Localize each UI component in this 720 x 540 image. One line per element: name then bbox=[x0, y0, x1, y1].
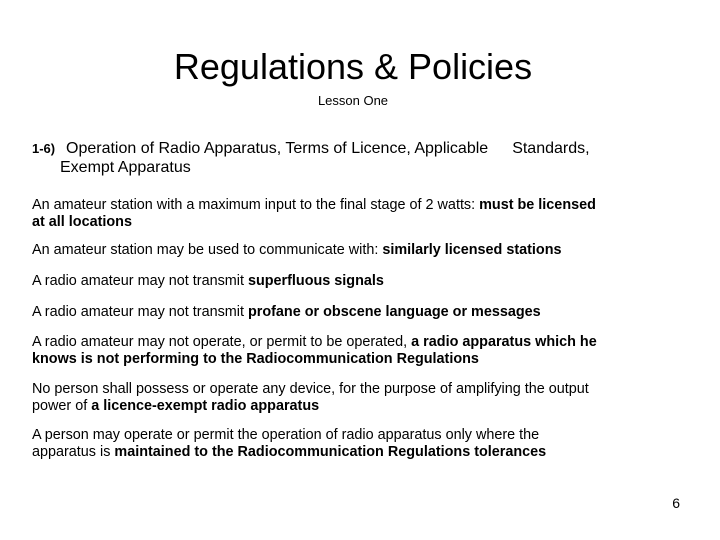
slide-title: Regulations & Policies bbox=[173, 46, 533, 87]
regulation-item-3 bbox=[32, 273, 672, 290]
regulation-item-7 bbox=[32, 427, 672, 460]
regulation-key-point: similarly licensed stations bbox=[382, 242, 562, 258]
regulation-item-line2 bbox=[32, 398, 672, 415]
section-heading-line1 bbox=[32, 139, 672, 158]
regulation-item-line2 bbox=[32, 351, 672, 368]
regulation-key-point: knows is not performing to the Radiocommunication Regulations bbox=[32, 350, 479, 367]
section-heading bbox=[32, 139, 672, 177]
regulation-item-line1 bbox=[32, 242, 672, 259]
regulation-item-line2 bbox=[32, 214, 672, 231]
regulation-text: A radio amateur may not transmit bbox=[32, 304, 248, 320]
page-number: 6 bbox=[672, 495, 680, 511]
regulation-item-line1 bbox=[32, 381, 672, 398]
regulation-text: No person shall possess or operate any device, for the purpose of amplifying the output bbox=[32, 381, 589, 397]
regulation-text: A person may operate or permit the operation of radio apparatus only where the bbox=[32, 427, 540, 443]
regulation-key-point: a radio apparatus which he bbox=[411, 334, 597, 350]
regulation-text: A radio amateur may not transmit bbox=[32, 273, 248, 289]
regulation-text: apparatus is bbox=[32, 443, 115, 460]
regulation-key-point: at all locations bbox=[32, 213, 132, 230]
regulation-key-point: must be licensed bbox=[479, 197, 596, 213]
regulation-item-line1 bbox=[32, 197, 672, 214]
section-title-line2: Exempt Apparatus bbox=[60, 159, 191, 176]
regulation-key-point: maintained to the Radiocommunication Regulations tolerances bbox=[114, 443, 547, 460]
regulation-item-line1 bbox=[32, 273, 672, 290]
section-title-part2: Standards, bbox=[512, 140, 590, 157]
regulation-text: An amateur station may be used to communicate with: bbox=[32, 242, 383, 258]
regulation-item-1 bbox=[32, 197, 672, 230]
regulation-item-line1 bbox=[32, 334, 672, 351]
slide-subtitle: Lesson One bbox=[317, 93, 389, 108]
regulation-item-5 bbox=[32, 334, 672, 367]
regulation-text: A radio amateur may not operate, or permit to be operated, bbox=[32, 334, 412, 350]
regulation-item-6 bbox=[32, 381, 672, 414]
regulation-key-point: profane or obscene language or messages bbox=[247, 304, 541, 320]
regulation-item-line1 bbox=[32, 304, 672, 321]
section-title-part1: Operation of Radio Apparatus, Terms of Licence, Applicable bbox=[66, 140, 489, 157]
section-number: 1-6) bbox=[32, 141, 56, 156]
regulation-item-4 bbox=[32, 304, 672, 321]
regulation-item-line1 bbox=[32, 427, 672, 444]
regulation-text: power of bbox=[32, 397, 92, 414]
regulation-item-line2 bbox=[32, 444, 672, 461]
regulation-key-point: superfluous signals bbox=[247, 273, 384, 289]
regulation-item-2 bbox=[32, 242, 672, 259]
regulation-text: An amateur station with a maximum input to the final stage of 2 watts: bbox=[32, 197, 480, 213]
regulation-key-point: a licence-exempt radio apparatus bbox=[91, 397, 320, 414]
